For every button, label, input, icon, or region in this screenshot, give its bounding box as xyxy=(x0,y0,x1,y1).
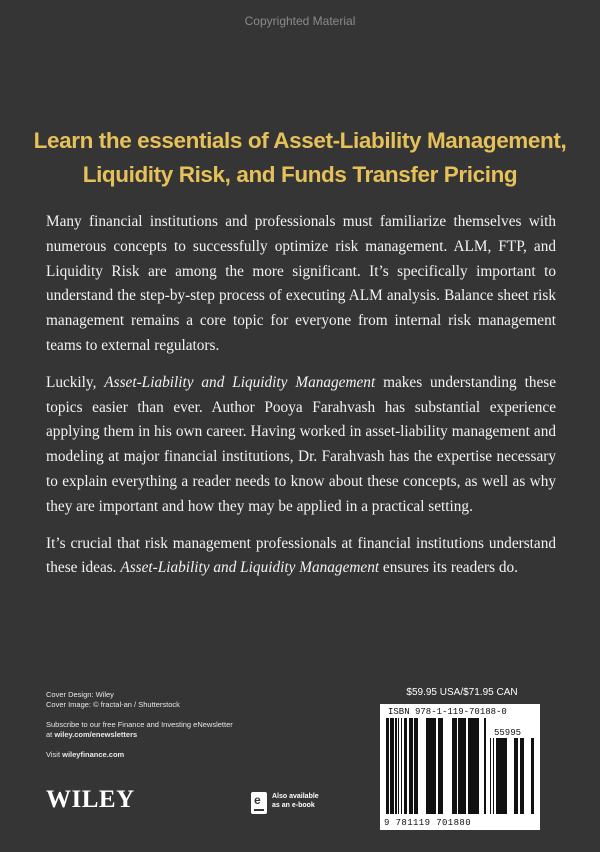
description xyxy=(46,210,556,593)
paragraph-3-rest: ensures its readers do. xyxy=(379,559,518,577)
paragraph-3 xyxy=(46,532,556,582)
barcode-block xyxy=(380,704,540,830)
cover-design-credit: Cover Design: Wiley xyxy=(46,690,114,699)
price-barcode xyxy=(490,738,534,814)
paragraph-3-lead: It’s crucial that risk management professionals at financial institutions understand these ideas. xyxy=(46,534,556,577)
ebook-label-line-2: as an e-book xyxy=(272,802,315,809)
book-title: Asset-Liability and Liquidity Management xyxy=(120,559,380,577)
visit-line xyxy=(46,750,233,760)
paragraph-1: Many financial institutions and professionals must familiarize themselves with numerous concepts to successfully optimize risk management. ALM, FTP, and Liquidity Risk are among the more significant. It’s specifically important to understand the step-by-step process of executing ALM analysis. Balance sheet risk management remains a core topic for everyone from internal risk management teams to external regulators. xyxy=(46,213,556,354)
price-code: 55995 xyxy=(494,728,522,738)
credits xyxy=(46,690,233,760)
newsletter-at: at xyxy=(46,730,55,739)
ebook-label xyxy=(272,792,319,810)
isbn-barcode xyxy=(386,718,488,814)
headline-line-2: Liquidity Risk, and Funds Transfer Pricing xyxy=(82,162,518,187)
ebook-label-line-1: Also available xyxy=(272,793,319,800)
newsletter-text: Subscribe to our free Finance and Investing eNewsletter xyxy=(46,720,233,729)
isbn-number: ISBN 978-1-119-70188-0 xyxy=(388,707,507,717)
paragraph-2-rest: makes understanding these topics easier than ever. Author Pooya Farahvash has substantial experience applying them in his own career. Having worked in asset-liability management and modeling at major financial institutions, Dr. Farahvash has the expertise necessary to explain everything a reader needs to know about these concepts, as well as why they are important and how they may be applied in a practical setting. xyxy=(46,373,557,515)
copyright-watermark: Copyrighted Material xyxy=(244,14,356,28)
cover-image-credit: Cover Image: © fractal-an / Shutterstock xyxy=(46,700,180,709)
price-label: $59.95 USA/$71.95 CAN xyxy=(406,687,518,698)
headline xyxy=(20,124,580,192)
newsletter-url[interactable]: wiley.com/enewsletters xyxy=(54,730,138,739)
barcode-digits: 9 781119 701880 xyxy=(384,818,472,828)
paragraph-2 xyxy=(46,371,556,520)
headline-line-1: Learn the essentials of Asset-Liability Management, xyxy=(33,128,567,153)
ebook-icon: e xyxy=(251,792,267,814)
website-url[interactable]: wileyfinance.com xyxy=(62,750,125,759)
book-title: Asset-Liability and Liquidity Management xyxy=(104,373,376,391)
newsletter-link-line xyxy=(46,730,233,740)
wiley-logo: WILEY xyxy=(46,786,135,813)
paragraph-2-lead: Luckily, xyxy=(46,373,105,391)
visit-label: Visit xyxy=(46,750,63,759)
ebook-badge xyxy=(251,792,319,814)
